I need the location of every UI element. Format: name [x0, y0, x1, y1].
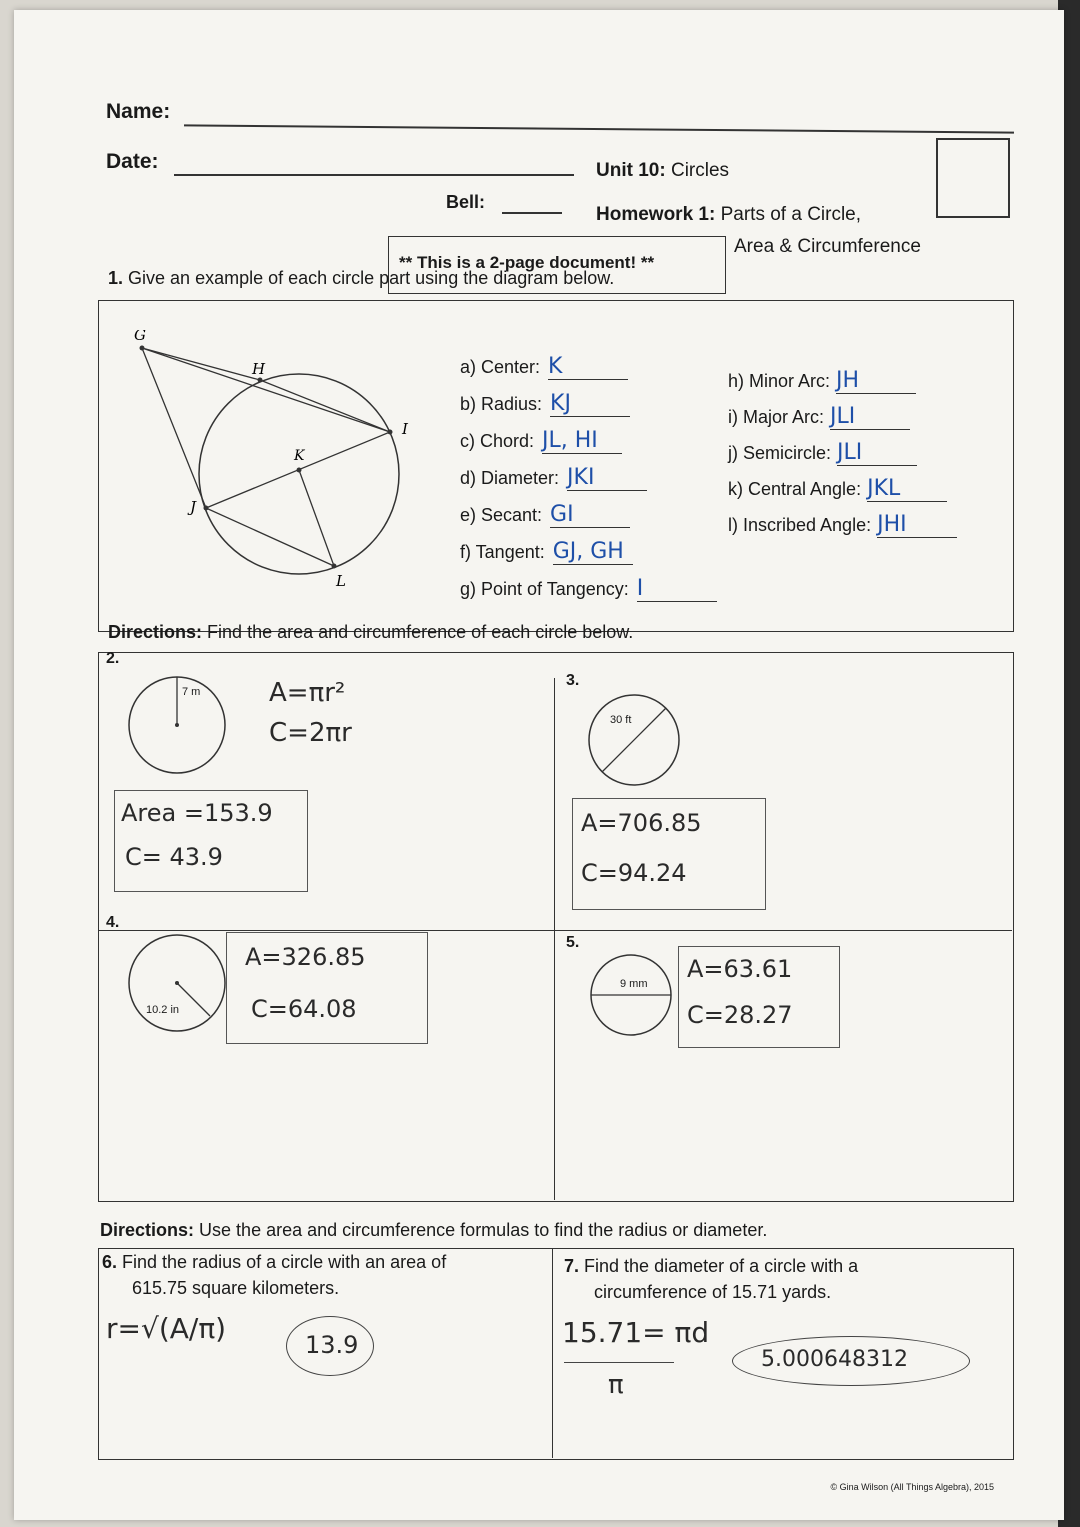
- radius-kl: [299, 470, 334, 566]
- problem-2-circle: [122, 670, 232, 780]
- q7-work-top: 15.71= πd: [562, 1316, 710, 1349]
- label-h: H: [252, 360, 266, 378]
- label-k: K: [294, 448, 305, 464]
- q1-item-answer: JKI: [567, 465, 647, 491]
- q1-item-label: b) Radius:: [460, 394, 543, 414]
- circle-diagram: [114, 330, 414, 590]
- date-line: [174, 174, 574, 176]
- problem-5-area: A=63.61: [687, 955, 793, 983]
- problem-2-measure: 7 m: [182, 686, 201, 698]
- problem-5-circumference: C=28.27: [687, 1001, 793, 1029]
- q7-answer: 5.000648312: [761, 1347, 908, 1372]
- unit-title: Unit 10: Circles: [596, 160, 730, 181]
- q6-answer: 13.9: [305, 1331, 359, 1359]
- q1-item-answer: JLI: [830, 404, 910, 430]
- q1-item-answer: JL, HI: [542, 428, 622, 454]
- label-g: G: [134, 330, 146, 344]
- q1-item-answer: GI: [550, 502, 630, 528]
- problem-4-number: 4.: [106, 914, 120, 931]
- problems-frame: [98, 652, 1014, 1202]
- diagram-circle: [199, 374, 399, 574]
- problem-5-number: 5.: [566, 934, 580, 951]
- problem-4-answer-box: [226, 932, 428, 1044]
- point-i: [388, 430, 393, 435]
- point-g: [140, 346, 145, 351]
- q1-item-left: [460, 428, 622, 454]
- chord-jl: [206, 508, 334, 566]
- point-l: [332, 564, 337, 569]
- problem-3-measure: 30 ft: [610, 714, 632, 726]
- q1-item-answer: JLI: [837, 440, 917, 466]
- q1-item-label: h) Minor Arc:: [728, 371, 831, 391]
- q6-text-2: 615.75 square kilometers.: [132, 1278, 340, 1298]
- directions-1: Directions: Find the area and circumference of each circle below.: [108, 622, 634, 642]
- q1-item-label: k) Central Angle:: [728, 479, 862, 499]
- label-j: J: [190, 498, 197, 516]
- problem-2-answer-box: [114, 790, 308, 892]
- problem-3-circle: [584, 690, 684, 790]
- problem-2-work-circ: C=2πr: [269, 718, 352, 748]
- q7-text-1: 7. Find the diameter of a circle with a: [564, 1256, 859, 1276]
- q1-item-answer: JKL: [867, 476, 947, 502]
- copyright: © Gina Wilson (All Things Algebra), 2015: [830, 1482, 994, 1492]
- bell-label: Bell:: [446, 192, 486, 212]
- directions-2: Directions: Use the area and circumference formulas to find the radius or diameter.: [100, 1220, 768, 1240]
- q7-answer-circle: [732, 1336, 970, 1386]
- q7-fraction-bar: [564, 1362, 674, 1363]
- q7-work-bottom: π: [608, 1370, 624, 1400]
- problem-2-circumference: C= 43.9: [125, 843, 223, 871]
- problems-vdivider: [554, 678, 555, 1200]
- notice-text: ** This is a 2-page document! **: [399, 253, 655, 272]
- name-label: Name:: [106, 100, 171, 123]
- q1-item-right: [728, 512, 957, 538]
- name-line: [184, 124, 1014, 133]
- bell-line: [502, 212, 562, 214]
- q1-item-label: l) Inscribed Angle:: [728, 515, 872, 535]
- q1-item-label: a) Center:: [460, 357, 541, 377]
- q1-item-right: [728, 440, 917, 466]
- radius-vdivider: [552, 1248, 553, 1458]
- q1-item-answer: K: [548, 354, 628, 380]
- q1-item-right: [728, 368, 916, 394]
- problem-2-number: 2.: [106, 650, 120, 667]
- point-j: [204, 506, 209, 511]
- q1-item-left: [460, 502, 630, 528]
- problem-5-measure: 9 mm: [620, 978, 648, 990]
- problem-3-circumference: C=94.24: [581, 859, 687, 887]
- label-i: I: [402, 420, 408, 438]
- point-k: [297, 468, 302, 473]
- q1-item-label: g) Point of Tangency:: [460, 579, 629, 599]
- q1-item-label: f) Tangent:: [460, 542, 545, 562]
- q1-item-label: e) Secant:: [460, 505, 543, 525]
- q1-item-left: [460, 539, 633, 565]
- problem-3-number: 3.: [566, 672, 580, 689]
- label-l: L: [336, 572, 346, 590]
- q1-item-answer: JHI: [877, 512, 957, 538]
- problem-4-circle: [122, 928, 232, 1038]
- homework-title: Homework 1: Parts of a Circle,: [596, 204, 862, 225]
- q1-item-left: [460, 576, 717, 602]
- q6-text-1: 6. Find the radius of a circle with an area of: [102, 1252, 447, 1272]
- chord-hi: [260, 380, 390, 432]
- q6-work: r=√(A/π): [106, 1312, 227, 1345]
- problem-4-area: A=326.85: [245, 943, 366, 971]
- q1-item-answer: GJ, GH: [553, 539, 633, 565]
- homework-subtitle: Area & Circumference: [734, 236, 921, 257]
- problem-5-answer-box: [678, 946, 840, 1048]
- tangent-gh: [142, 348, 260, 380]
- q7-text-2: circumference of 15.71 yards.: [594, 1282, 832, 1302]
- problem-5-circle: [586, 950, 676, 1040]
- q1-item-left: [460, 354, 628, 380]
- score-box: [936, 138, 1010, 218]
- problem-3-area: A=706.85: [581, 809, 702, 837]
- q1-item-right: [728, 476, 947, 502]
- date-label: Date:: [106, 150, 159, 173]
- q1-item-answer: I: [637, 576, 717, 602]
- q1-item-label: c) Chord:: [460, 431, 535, 451]
- problems-hdivider: [98, 930, 1012, 931]
- problem-2-work-area: A=πr²: [269, 678, 346, 708]
- q1-item-left: [460, 465, 647, 491]
- q1-item-left: [460, 391, 630, 417]
- problem-2-area: Area =153.9: [121, 799, 273, 827]
- worksheet-page: [14, 10, 1064, 1520]
- point-h: [258, 378, 263, 383]
- problem-4-measure: 10.2 in: [146, 1004, 180, 1016]
- q1-item-answer: JH: [836, 368, 916, 394]
- q1-item-label: d) Diameter:: [460, 468, 560, 488]
- q1-item-label: j) Semicircle:: [728, 443, 832, 463]
- problem-4-circumference: C=64.08: [251, 995, 357, 1023]
- q6-answer-circle: [286, 1316, 374, 1376]
- problem-3-answer-box: [572, 798, 766, 910]
- q1-item-right: [728, 404, 910, 430]
- q1-item-label: i) Major Arc:: [728, 407, 825, 427]
- q1-prompt: 1. Give an example of each circle part using the diagram below.: [108, 268, 615, 288]
- q1-item-answer: KJ: [550, 391, 630, 417]
- tangent-gj: [142, 348, 206, 508]
